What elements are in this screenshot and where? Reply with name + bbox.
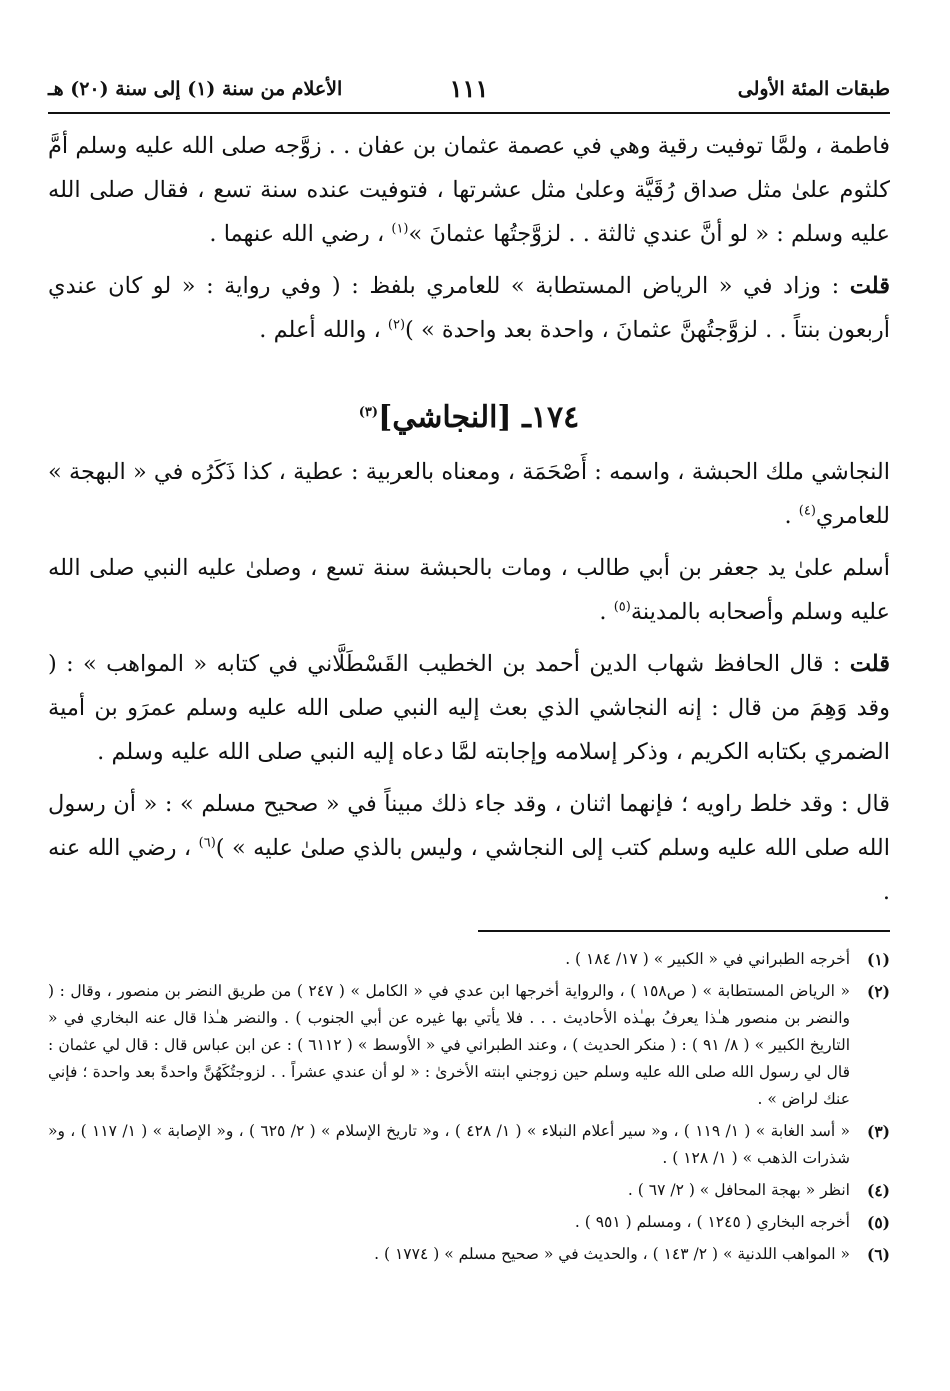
main-text <box>48 124 890 914</box>
footnotes <box>48 946 890 1268</box>
footnote-divider <box>478 930 890 932</box>
footnote-ref-5[interactable]: (٥) <box>613 599 631 615</box>
running-header <box>48 70 890 114</box>
footnote-ref-6[interactable]: (٦) <box>198 835 216 851</box>
page-number: ١١١ <box>449 74 489 103</box>
paragraph-1 <box>48 124 890 256</box>
paragraph-2-text: : وزاد في « الرياض المستطابة » للعامري بلفظ : ( وفي رواية : « لو كان عندي أربعون بنتاً . . لزوَّجتُهنَّ عثمانَ ، واحدة بعد واحدة » ) <box>48 273 890 343</box>
footnote-ref-3[interactable]: (٣) <box>358 405 379 420</box>
paragraph-2 <box>48 264 890 352</box>
entry-title <box>48 396 890 440</box>
footnote-number: (١) <box>866 950 890 969</box>
paragraph-6-text: قال : وقد خلط راويه ؛ فإنهما اثنان ، وقد جاء ذلك مبيناً في « صحيح مسلم » : « أن رسول الله صلى الله عليه وسلم كتب إلى النجاشي ، وليس بالذي صلىٰ عليه » ) <box>48 791 890 861</box>
footnote-ref-1[interactable]: (١) <box>391 221 409 237</box>
footnote-number: (٣) <box>866 1122 890 1141</box>
entry-title-text: ١٧٤ـ [النجاشي] <box>378 400 580 435</box>
paragraph-6 <box>48 782 890 914</box>
footnote-text: « المواهب اللدنية » ( ٢/ ١٤٣ ) ، والحديث في « صحيح مسلم » ( ١٧٧٤ ) . <box>374 1245 850 1263</box>
footnote-text: أخرجه الطبراني في « الكبير » ( ١٧/ ١٨٤ ) . <box>565 950 850 968</box>
footnote-item <box>48 946 890 973</box>
footnote-ref-4[interactable]: (٤) <box>798 503 816 519</box>
footnote-number: (٢) <box>866 982 890 1001</box>
header-book-title: طبقات المئة الأولى <box>737 78 890 100</box>
footnote-number: (٥) <box>866 1213 890 1232</box>
paragraph-6-tail: ، رضي الله عنه . <box>48 835 890 905</box>
footnote-item <box>48 1241 890 1268</box>
footnote-text: أخرجه البخاري ( ١٢٤٥ ) ، ومسلم ( ٩٥١ ) . <box>574 1213 850 1231</box>
footnote-item <box>48 1118 890 1172</box>
footnote-ref-2[interactable]: (٢) <box>387 317 406 333</box>
paragraph-1-text: فاطمة ، ولمَّا توفيت رقية وهي في عصمة عثمان بن عفان . . زوَّجه صلى الله عليه وسلم أمَّ كلثوم علىٰ مثل صداق رُقَيَّة وعلىٰ مثل عشرتها ، فتوفيت عنده سنة تسع ، فقال صلى الله عليه وسلم : « لو أنَّ عندي ثالثة . . لزوَّجتُها عثمانَ » <box>48 133 890 247</box>
paragraph-5 <box>48 642 890 774</box>
footnote-number: (٦) <box>866 1245 890 1264</box>
footnote-item <box>48 978 890 1113</box>
footnote-item <box>48 1209 890 1236</box>
paragraph-3-tail: . <box>784 503 799 529</box>
paragraph-3-text: النجاشي ملك الحبشة ، واسمه : أَصْحَمَة ، ومعناه بالعربية : عطية ، كذا ذَكَرُه في « البهجة » للعامري <box>48 459 890 529</box>
footnote-text: « أسد الغابة » ( ١/ ١١٩ ) ، و« سير أعلام النبلاء » ( ١/ ٤٢٨ ) ، و« تاريخ الإسلام » ( ٢/ ٦٢٥ ) ، و« الإصابة » ( ١/ ١١٧ ) ، و« شذرات الذهب » ( ١/ ١٢٨ ) . <box>48 1122 850 1167</box>
paragraph-2-tail: ، والله أعلم . <box>259 317 388 343</box>
qultu-label-2: قلت <box>849 651 890 677</box>
paragraph-3 <box>48 450 890 538</box>
footnote-text: « الرياض المستطابة » ( ص١٥٨ ) ، والرواية أخرجها ابن عدي في « الكامل » ( ٢٤٧ ) من طريق النضر بن منصور ، وقال : ( والنضر بن منصور هـٰذا يعرفُ بهـٰذه الأحاديث . . . فلا يأتي بها غيره عن أبي الجنوب ) . والنضر هـٰذا قال عنه البخاري في « التاريخ الكبير » ( ٨/ ٩١ ) : ( منكر الحديث ) ، وعند الطبراني في « الأوسط » ( ٦١١٢ ) : عن ابن عباس قال : قال لي عثمان : قال لي رسول الله صلى الله عليه وسلم حين زوجني ابنته الأخرىٰ : « لو أن عندي عشراً . . لزوجتُكَهُنَّ واحدةً بعد واحدة ؛ فإني عنك لراض » . <box>48 982 851 1108</box>
qultu-label: قلت <box>849 273 890 299</box>
paragraph-4-tail: . <box>599 599 614 625</box>
book-page <box>48 70 890 1273</box>
paragraph-5-text: : قال الحافظ شهاب الدين أحمد بن الخطيب القَسْطَلَّاني في كتابه « المواهب » : ( وقد وَهِمَ من قال : إنه النجاشي الذي بعث إليه النبي صلى الله عليه وسلم عمرَو بن أمية الضمري بكتابه الكريم ، وذكر إسلامه وإجابته لمَّا دعاه إليه النبي صلى الله عليه وسلم . <box>48 651 890 765</box>
header-section-range: الأعلام من سنة (١) إلى سنة (٢٠) هـ <box>48 78 343 100</box>
paragraph-4 <box>48 546 890 634</box>
footnote-number: (٤) <box>866 1181 890 1200</box>
footnote-text: انظر « بهجة المحافل » ( ٢/ ٦٧ ) . <box>627 1181 850 1199</box>
footnote-item <box>48 1177 890 1204</box>
paragraph-1-tail: ، رضي الله عنهما . <box>209 221 392 247</box>
paragraph-4-text: أسلم علىٰ يد جعفر بن أبي طالب ، ومات بالحبشة سنة تسع ، وصلىٰ عليه النبي صلى الله عليه وسلم وأصحابه بالمدينة <box>48 555 890 625</box>
